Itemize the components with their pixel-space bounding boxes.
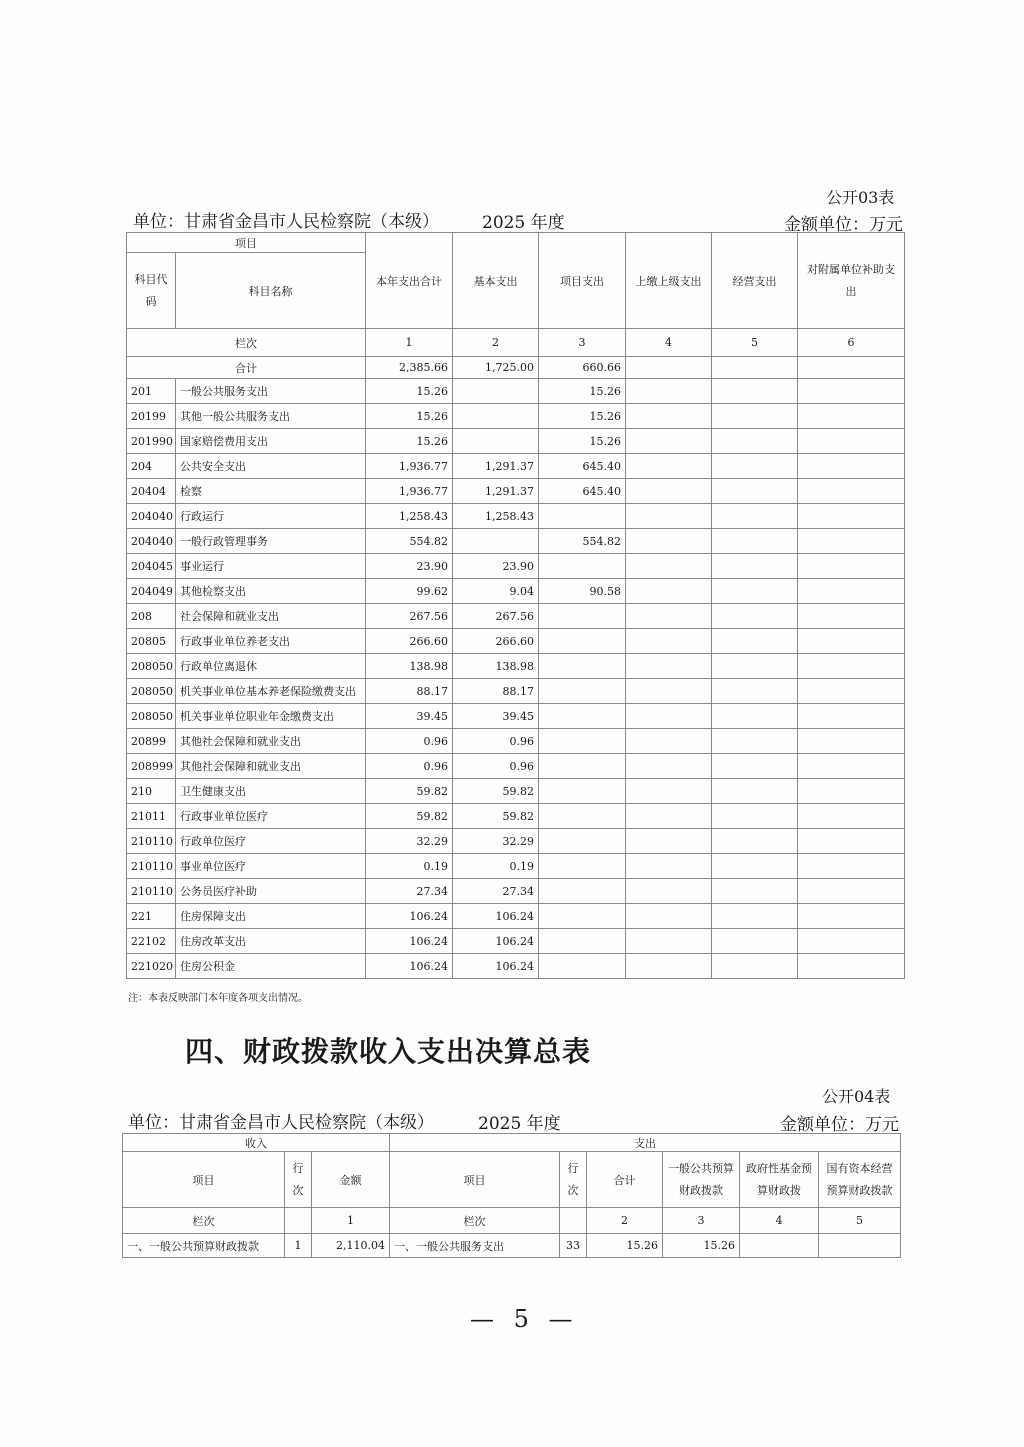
- amount-cell: [539, 754, 626, 779]
- header-name: 科目名称: [176, 253, 366, 329]
- amount-cell: 106.24: [453, 954, 539, 979]
- subject-code: 204040: [127, 529, 176, 554]
- fiscal-summary-table: [122, 1133, 901, 1258]
- general-budget-header: 一般公共预算财政拨款: [663, 1152, 740, 1208]
- subject-code: 204049: [127, 579, 176, 604]
- amount-cell: [712, 529, 798, 554]
- subject-name: 一般公共服务支出: [176, 379, 366, 404]
- table-row: [123, 1234, 901, 1258]
- amount-cell: [798, 754, 905, 779]
- subject-name: 其他一般公共服务支出: [176, 404, 366, 429]
- amount-cell: [539, 829, 626, 854]
- amount-cell: [798, 604, 905, 629]
- subject-code: 20404: [127, 479, 176, 504]
- amount-cell: [798, 429, 905, 454]
- subject-name: 国家赔偿费用支出: [176, 429, 366, 454]
- subject-name: 其他社会保障和就业支出: [176, 729, 366, 754]
- subject-code: 20899: [127, 729, 176, 754]
- subject-name: 事业单位医疗: [176, 854, 366, 879]
- amount-cell: [626, 679, 712, 704]
- table-row: [127, 429, 905, 454]
- amount-cell: [798, 529, 905, 554]
- amount-cell: [539, 954, 626, 979]
- col-number: 1: [312, 1208, 390, 1234]
- amount-cell: [712, 904, 798, 929]
- amount-cell: 106.24: [366, 904, 453, 929]
- amount-cell: [626, 754, 712, 779]
- amount-cell: [798, 904, 905, 929]
- amount-cell: 1,291.37: [453, 454, 539, 479]
- amount-cell: [626, 804, 712, 829]
- amount-cell: 106.24: [366, 929, 453, 954]
- col-number: 2: [587, 1208, 663, 1234]
- amount-cell: [712, 954, 798, 979]
- amount-cell: [626, 654, 712, 679]
- amount-cell: [798, 629, 905, 654]
- amount-cell: [626, 904, 712, 929]
- amount-cell: 138.98: [453, 654, 539, 679]
- amount-cell: [712, 379, 798, 404]
- table-row: [127, 479, 905, 504]
- amount-cell: [539, 904, 626, 929]
- gov-fund-header: 政府性基金预算财政拨: [740, 1152, 819, 1208]
- subject-code: 21011: [127, 804, 176, 829]
- total-label: 合计: [127, 357, 366, 379]
- amount-cell: 59.82: [366, 779, 453, 804]
- table-row: [127, 529, 905, 554]
- row-label: 栏次: [127, 329, 366, 357]
- total-cell: 2,385.66: [366, 357, 453, 379]
- page-number: — 5 —: [470, 1305, 579, 1333]
- table-row: [127, 754, 905, 779]
- amount-cell: 15.26: [539, 429, 626, 454]
- amount-cell: 9.04: [453, 579, 539, 604]
- amount-cell: 27.34: [366, 879, 453, 904]
- subject-name: 行政运行: [176, 504, 366, 529]
- table-row: [127, 654, 905, 679]
- amount-cell: 0.96: [453, 729, 539, 754]
- amount-cell: [539, 929, 626, 954]
- expense-fund: [740, 1234, 819, 1258]
- amount-cell: 645.40: [539, 454, 626, 479]
- expense-item: 一、一般公共服务支出: [390, 1234, 560, 1258]
- amount-cell: 106.24: [366, 954, 453, 979]
- expense-general: 15.26: [663, 1234, 740, 1258]
- header-col-project: 项目支出: [539, 233, 626, 329]
- amount-cell: [712, 929, 798, 954]
- header-col-basic: 基本支出: [453, 233, 539, 329]
- table-row: [127, 879, 905, 904]
- subject-name: 机关事业单位基本养老保险缴费支出: [176, 679, 366, 704]
- subject-code: 20199: [127, 404, 176, 429]
- amount-cell: [453, 379, 539, 404]
- amount-cell: [712, 729, 798, 754]
- amount-cell: [539, 679, 626, 704]
- table-row: [127, 604, 905, 629]
- table-row: [127, 454, 905, 479]
- amount-cell: 267.56: [453, 604, 539, 629]
- amount-cell: 23.90: [366, 554, 453, 579]
- subject-code: 208: [127, 604, 176, 629]
- amount-cell: [539, 629, 626, 654]
- expense-state: [819, 1234, 901, 1258]
- amount-cell: [712, 579, 798, 604]
- subject-code: 210110: [127, 879, 176, 904]
- amount-cell: [626, 379, 712, 404]
- expense-total-header: 合计: [587, 1152, 663, 1208]
- amount-cell: 32.29: [453, 829, 539, 854]
- amount-cell: [453, 429, 539, 454]
- empty-cell: [560, 1208, 587, 1234]
- amount-cell: [539, 804, 626, 829]
- subject-name: 检察: [176, 479, 366, 504]
- amount-cell: [798, 554, 905, 579]
- subject-code: 201990: [127, 429, 176, 454]
- subject-name: 社会保障和就业支出: [176, 604, 366, 629]
- amount-cell: [626, 829, 712, 854]
- amount-cell: [798, 854, 905, 879]
- amount-cell: [798, 404, 905, 429]
- amount-cell: 15.26: [366, 379, 453, 404]
- amount-cell: 1,936.77: [366, 479, 453, 504]
- total-cell: [798, 357, 905, 379]
- sheet-code-03: 公开03表: [826, 188, 895, 207]
- col-number: 4: [626, 329, 712, 357]
- table-row: [127, 554, 905, 579]
- income-item-header: 项目: [123, 1152, 285, 1208]
- amount-cell: 0.19: [366, 854, 453, 879]
- subject-code: 201: [127, 379, 176, 404]
- amount-cell: [798, 954, 905, 979]
- amount-cell: 1,258.43: [366, 504, 453, 529]
- amount-cell: 23.90: [453, 554, 539, 579]
- subject-code: 210110: [127, 829, 176, 854]
- amount-cell: [453, 529, 539, 554]
- subject-code: 208050: [127, 704, 176, 729]
- subject-name: 住房保障支出: [176, 904, 366, 929]
- header-item: 项目: [127, 233, 366, 253]
- amount-cell: [798, 729, 905, 754]
- amount-cell: [626, 529, 712, 554]
- table-row: [127, 829, 905, 854]
- subject-code: 208999: [127, 754, 176, 779]
- amount-cell: [626, 954, 712, 979]
- header-col-operating: 经营支出: [712, 233, 798, 329]
- subject-name: 住房改革支出: [176, 929, 366, 954]
- amount-cell: 32.29: [366, 829, 453, 854]
- total-cell: 660.66: [539, 357, 626, 379]
- amount-cell: 266.60: [366, 629, 453, 654]
- amount-cell: [712, 454, 798, 479]
- table-row: [127, 954, 905, 979]
- col-number: 3: [663, 1208, 740, 1234]
- amount-cell: [712, 829, 798, 854]
- table-row: [127, 504, 905, 529]
- expense-header: 支出: [390, 1134, 901, 1152]
- subject-code: 221020: [127, 954, 176, 979]
- expense-row-no: 33: [560, 1234, 587, 1258]
- amount-cell: [626, 729, 712, 754]
- amount-cell: [798, 929, 905, 954]
- amount-cell: [712, 804, 798, 829]
- income-item: 一、一般公共预算财政拨款: [123, 1234, 285, 1258]
- amount-cell: [539, 554, 626, 579]
- subject-code: 204040: [127, 504, 176, 529]
- total-cell: 1,725.00: [453, 357, 539, 379]
- table-row: [127, 629, 905, 654]
- subject-name: 公务员医疗补助: [176, 879, 366, 904]
- amount-cell: [626, 604, 712, 629]
- amount-cell: 138.98: [366, 654, 453, 679]
- col-number: 5: [712, 329, 798, 357]
- amount-cell: 88.17: [453, 679, 539, 704]
- amount-cell: [626, 929, 712, 954]
- amount-cell: [798, 779, 905, 804]
- amount-cell: [539, 504, 626, 529]
- expense-item-header: 项目: [390, 1152, 560, 1208]
- amount-cell: [626, 454, 712, 479]
- amount-cell: [453, 404, 539, 429]
- total-cell: [712, 357, 798, 379]
- table-note: 注：本表反映部门本年度各项支出情况。: [128, 993, 308, 1004]
- table-row: [127, 929, 905, 954]
- amount-cell: [798, 579, 905, 604]
- amount-cell: [626, 579, 712, 604]
- amount-cell: 0.96: [366, 754, 453, 779]
- amount-cell: [539, 779, 626, 804]
- amount-cell: [539, 729, 626, 754]
- amount-cell: 0.96: [366, 729, 453, 754]
- sheet-code-04: 公开04表: [822, 1087, 891, 1106]
- amount-cell: 1,258.43: [453, 504, 539, 529]
- header-code: 科目代码: [127, 253, 176, 329]
- amount-cell: 15.26: [539, 379, 626, 404]
- amount-cell: [626, 554, 712, 579]
- amount-cell: [626, 854, 712, 879]
- amount-cell: [712, 779, 798, 804]
- amount-cell: [626, 704, 712, 729]
- amount-cell: [798, 704, 905, 729]
- total-row: [127, 357, 905, 379]
- amount-cell: 59.82: [453, 779, 539, 804]
- table-row: [127, 579, 905, 604]
- amount-cell: 267.56: [366, 604, 453, 629]
- table-row: [127, 804, 905, 829]
- subject-name: 公共安全支出: [176, 454, 366, 479]
- col-number: 1: [366, 329, 453, 357]
- state-capital-header: 国有资本经营预算财政拨款: [819, 1152, 901, 1208]
- col-number: 4: [740, 1208, 819, 1234]
- amount-cell: [626, 629, 712, 654]
- amount-cell: [712, 604, 798, 629]
- subject-name: 其他检察支出: [176, 579, 366, 604]
- income-row-no-header: 行次: [285, 1152, 312, 1208]
- subject-code: 208050: [127, 679, 176, 704]
- amount-cell: [798, 379, 905, 404]
- amount-cell: 554.82: [539, 529, 626, 554]
- subject-code: 204045: [127, 554, 176, 579]
- amount-cell: 59.82: [453, 804, 539, 829]
- subject-code: 208050: [127, 654, 176, 679]
- amount-cell: 59.82: [366, 804, 453, 829]
- amount-cell: 106.24: [453, 929, 539, 954]
- subject-code: 20805: [127, 629, 176, 654]
- amount-cell: 106.24: [453, 904, 539, 929]
- table-row: [127, 854, 905, 879]
- table-row: [127, 779, 905, 804]
- amount-cell: [798, 804, 905, 829]
- amount-cell: 15.26: [366, 404, 453, 429]
- income-header: 收入: [123, 1134, 390, 1152]
- amount-cell: [798, 479, 905, 504]
- amount-cell: [712, 754, 798, 779]
- row-label: 栏次: [123, 1208, 285, 1234]
- amount-cell: 15.26: [539, 404, 626, 429]
- subject-name: 行政单位离退休: [176, 654, 366, 679]
- amount-cell: [539, 654, 626, 679]
- subject-name: 事业运行: [176, 554, 366, 579]
- subject-name: 住房公积金: [176, 954, 366, 979]
- amount-cell: [712, 679, 798, 704]
- subject-code: 210: [127, 779, 176, 804]
- amount-cell: [712, 504, 798, 529]
- amount-cell: [798, 679, 905, 704]
- empty-cell: [285, 1208, 312, 1234]
- amount-cell: 15.26: [366, 429, 453, 454]
- amount-cell: [626, 504, 712, 529]
- year-label-03: 2025 年度: [482, 213, 565, 233]
- amount-cell: [626, 404, 712, 429]
- subject-name: 行政事业单位养老支出: [176, 629, 366, 654]
- amount-cell: [539, 854, 626, 879]
- amount-header: 金额: [312, 1152, 390, 1208]
- subject-name: 行政单位医疗: [176, 829, 366, 854]
- amount-cell: 39.45: [453, 704, 539, 729]
- amount-cell: [626, 879, 712, 904]
- subject-name: 一般行政管理事务: [176, 529, 366, 554]
- amount-cell: [712, 554, 798, 579]
- header-col-subsidy: 对附属单位补助支出: [798, 233, 905, 329]
- currency-label-04: 金额单位：万元: [780, 1115, 899, 1135]
- amount-cell: [712, 629, 798, 654]
- row-label: 栏次: [390, 1208, 560, 1234]
- amount-cell: 90.58: [539, 579, 626, 604]
- amount-cell: 39.45: [366, 704, 453, 729]
- amount-cell: [539, 704, 626, 729]
- expense-row-no-header: 行次: [560, 1152, 587, 1208]
- header-col-total: 本年支出合计: [366, 233, 453, 329]
- header-col-remit: 上缴上级支出: [626, 233, 712, 329]
- amount-cell: [712, 704, 798, 729]
- amount-cell: [712, 479, 798, 504]
- col-number: 6: [798, 329, 905, 357]
- section-title: 四、财政拨款收入支出决算总表: [185, 1035, 592, 1068]
- amount-cell: 1,936.77: [366, 454, 453, 479]
- amount-cell: [798, 829, 905, 854]
- col-number: 3: [539, 329, 626, 357]
- amount-cell: 0.19: [453, 854, 539, 879]
- total-cell: [626, 357, 712, 379]
- amount-cell: [712, 429, 798, 454]
- expense-total: 15.26: [587, 1234, 663, 1258]
- subject-code: 221: [127, 904, 176, 929]
- amount-cell: 99.62: [366, 579, 453, 604]
- amount-cell: [798, 454, 905, 479]
- table-row: [127, 904, 905, 929]
- amount-cell: [712, 654, 798, 679]
- amount-cell: [539, 604, 626, 629]
- subject-name: 卫生健康支出: [176, 779, 366, 804]
- income-amount: 2,110.04: [312, 1234, 390, 1258]
- amount-cell: 266.60: [453, 629, 539, 654]
- amount-cell: [798, 879, 905, 904]
- table-row: [127, 404, 905, 429]
- subject-code: 204: [127, 454, 176, 479]
- unit-label-04: 单位：甘肃省金昌市人民检察院（本级）: [128, 1113, 434, 1133]
- amount-cell: 88.17: [366, 679, 453, 704]
- year-label-04: 2025 年度: [478, 1114, 561, 1134]
- amount-cell: [712, 404, 798, 429]
- table-row: [127, 704, 905, 729]
- table-row: [127, 729, 905, 754]
- amount-cell: [712, 879, 798, 904]
- subject-name: 其他社会保障和就业支出: [176, 754, 366, 779]
- subject-name: 机关事业单位职业年金缴费支出: [176, 704, 366, 729]
- amount-cell: [798, 654, 905, 679]
- currency-label-03: 金额单位：万元: [784, 215, 903, 235]
- unit-label-03: 单位：甘肃省金昌市人民检察院（本级）: [133, 212, 439, 232]
- amount-cell: [798, 504, 905, 529]
- income-row-no: 1: [285, 1234, 312, 1258]
- subject-code: 210110: [127, 854, 176, 879]
- amount-cell: 554.82: [366, 529, 453, 554]
- amount-cell: 1,291.37: [453, 479, 539, 504]
- table-row: [127, 379, 905, 404]
- amount-cell: [626, 779, 712, 804]
- amount-cell: 27.34: [453, 879, 539, 904]
- amount-cell: 0.96: [453, 754, 539, 779]
- amount-cell: [712, 854, 798, 879]
- amount-cell: [626, 479, 712, 504]
- subject-code: 22102: [127, 929, 176, 954]
- col-number: 5: [819, 1208, 901, 1234]
- expenditure-table: [126, 232, 905, 979]
- subject-name: 行政事业单位医疗: [176, 804, 366, 829]
- amount-cell: [539, 879, 626, 904]
- amount-cell: [626, 429, 712, 454]
- table-row: [127, 679, 905, 704]
- amount-cell: 645.40: [539, 479, 626, 504]
- col-number: 2: [453, 329, 539, 357]
